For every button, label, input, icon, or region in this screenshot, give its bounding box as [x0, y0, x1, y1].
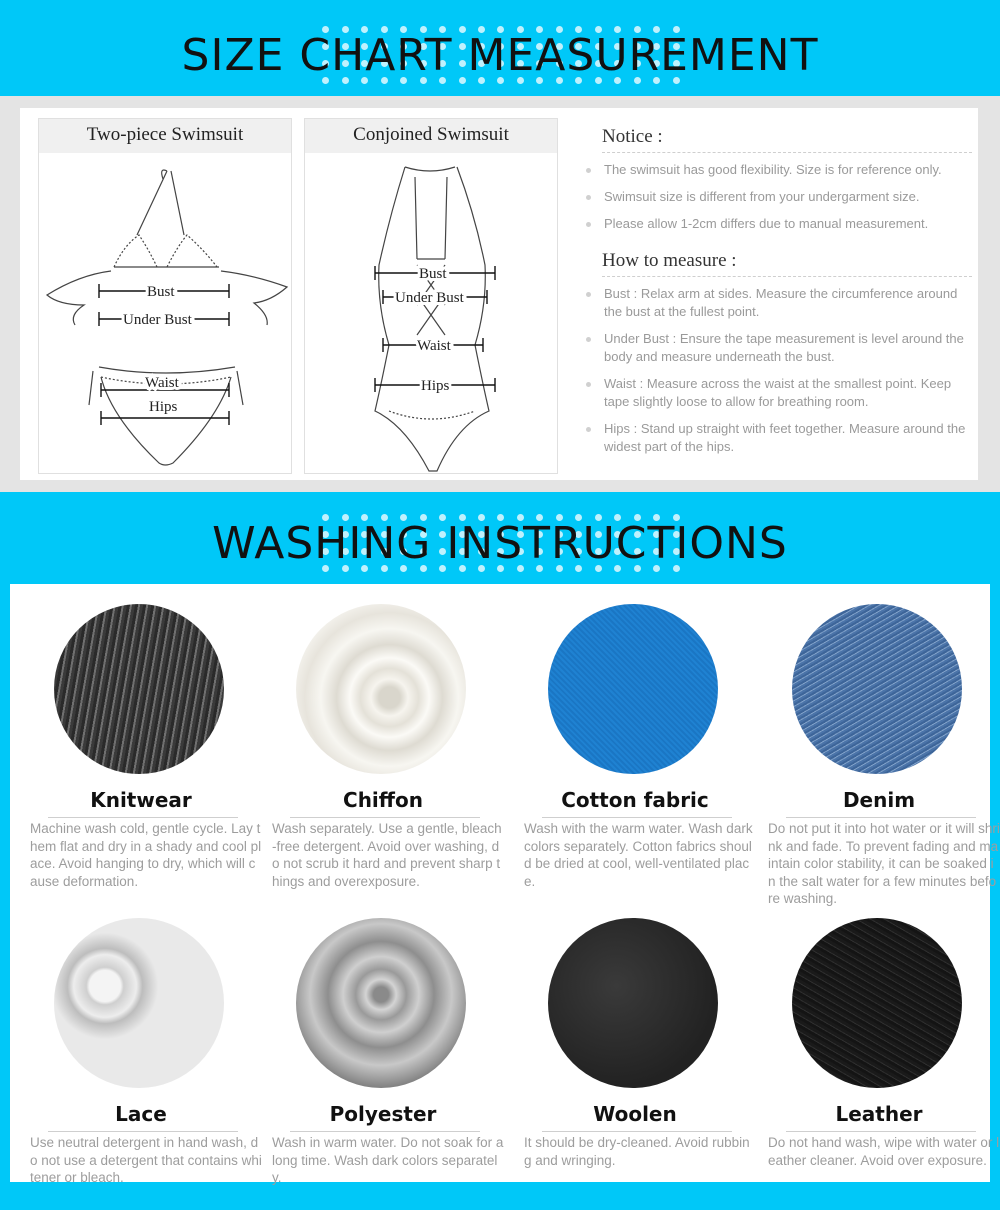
polyester-swatch-icon [296, 918, 466, 1088]
washing-banner [0, 492, 1000, 584]
how-to-measure-heading: How to measure : [602, 250, 972, 277]
fabric-description: Do not hand wash, wipe with water or leather cleaner. Avoid over exposure. [768, 1135, 1000, 1168]
fabric-description: Do not put it into hot water or it will shrink and fade. To prevent fading and maintain color stability, it can be soaked in the salt water for a few minutes before washing. [768, 821, 1000, 906]
divider [542, 817, 732, 818]
fabric-name: Chiffon [343, 788, 423, 812]
fabric-name: Polyester [329, 1102, 437, 1126]
divider [786, 1131, 976, 1132]
fabric-description: Wash separately. Use a gentle, bleach-free detergent. Avoid over washing, do not scrub it hard and prevent sharp things and overexposure. [272, 821, 502, 889]
notice-item: The swimsuit has good flexibility. Size is for reference only. [602, 161, 972, 179]
divider [786, 817, 976, 818]
fabric-description: Wash with the warm water. Wash dark colors separately. Cotton fabrics should be dried at cool, well-ventilated place. [524, 821, 753, 889]
two-piece-card [38, 118, 292, 474]
fabric-name: Woolen [593, 1102, 677, 1126]
two-piece-bust-label: Bust [147, 284, 175, 300]
two-piece-diagram [39, 155, 293, 475]
notice-item: Please allow 1-2cm differs due to manual measurement. [602, 215, 972, 233]
measure-item: Under Bust : Ensure the tape measurement is level around the body and measure underneath the bust. [602, 330, 972, 366]
chiffon-swatch-icon [296, 604, 466, 774]
knitwear-swatch-icon [54, 604, 224, 774]
size-chart-banner [0, 0, 1000, 96]
size-chart-section [0, 96, 1000, 492]
two-piece-hips-label: Hips [149, 399, 178, 415]
fabric-name: Denim [842, 788, 916, 812]
leather-swatch-icon [792, 918, 962, 1088]
two-piece-title: Two-piece Swimsuit [39, 119, 291, 153]
how-to-measure-list [602, 285, 972, 456]
notice-item: Swimsuit size is different from your undergarment size. [602, 188, 972, 206]
divider [542, 1131, 732, 1132]
washing-section [0, 584, 1000, 1210]
conjoined-bust-label: Bust [419, 266, 447, 282]
two-piece-waist-label: Waist [145, 375, 179, 391]
divider [48, 817, 238, 818]
lace-swatch-icon [54, 918, 224, 1088]
conjoined-hips-label: Hips [421, 378, 450, 394]
conjoined-title: Conjoined Swimsuit [305, 119, 557, 153]
conjoined-card [304, 118, 558, 474]
fabric-description: Wash in warm water. Do not soak for a long time. Wash dark colors separately. [272, 1135, 504, 1185]
conjoined-diagram [305, 155, 559, 475]
fabric-description: Use neutral detergent in hand wash, do not use a detergent that contains whitener or bleach. [30, 1135, 262, 1185]
measure-item: Hips : Stand up straight with feet together. Measure around the widest part of the hips. [602, 420, 972, 456]
size-notes [602, 126, 972, 465]
fabric-name: Knitwear [90, 788, 192, 812]
two-piece-underbust-label: Under Bust [123, 312, 192, 328]
woolen-swatch-icon [548, 918, 718, 1088]
notice-list [602, 161, 972, 233]
washing-panel [10, 584, 1000, 1185]
fabric-name: Lace [115, 1102, 167, 1126]
fabric-name: Cotton fabric [561, 788, 709, 812]
conjoined-underbust-label: Under Bust [395, 290, 464, 306]
denim-swatch-icon [792, 604, 962, 774]
divider [290, 817, 480, 818]
size-chart-title: SIZE CHART MEASUREMENT [181, 30, 819, 81]
divider [290, 1131, 480, 1132]
size-chart-panel [20, 108, 978, 480]
fabric-description: Machine wash cold, gentle cycle. Lay them flat and dry in a shady and cool place. Avoid hanging to dry, which will cause deformation. [30, 821, 262, 889]
divider [48, 1131, 238, 1132]
fabric-name: Leather [835, 1102, 923, 1126]
fabric-description: It should be dry-cleaned. Avoid rubbing and wringing. [524, 1135, 750, 1168]
washing-title: WASHING INSTRUCTIONS [212, 518, 788, 569]
conjoined-waist-label: Waist [417, 338, 451, 354]
measure-item: Bust : Relax arm at sides. Measure the circumference around the bust at the fullest point. [602, 285, 972, 321]
measure-item: Waist : Measure across the waist at the smallest point. Keep tape slightly loose to allow for breathing room. [602, 375, 972, 411]
cotton-swatch-icon [548, 604, 718, 774]
notice-heading: Notice : [602, 126, 972, 153]
